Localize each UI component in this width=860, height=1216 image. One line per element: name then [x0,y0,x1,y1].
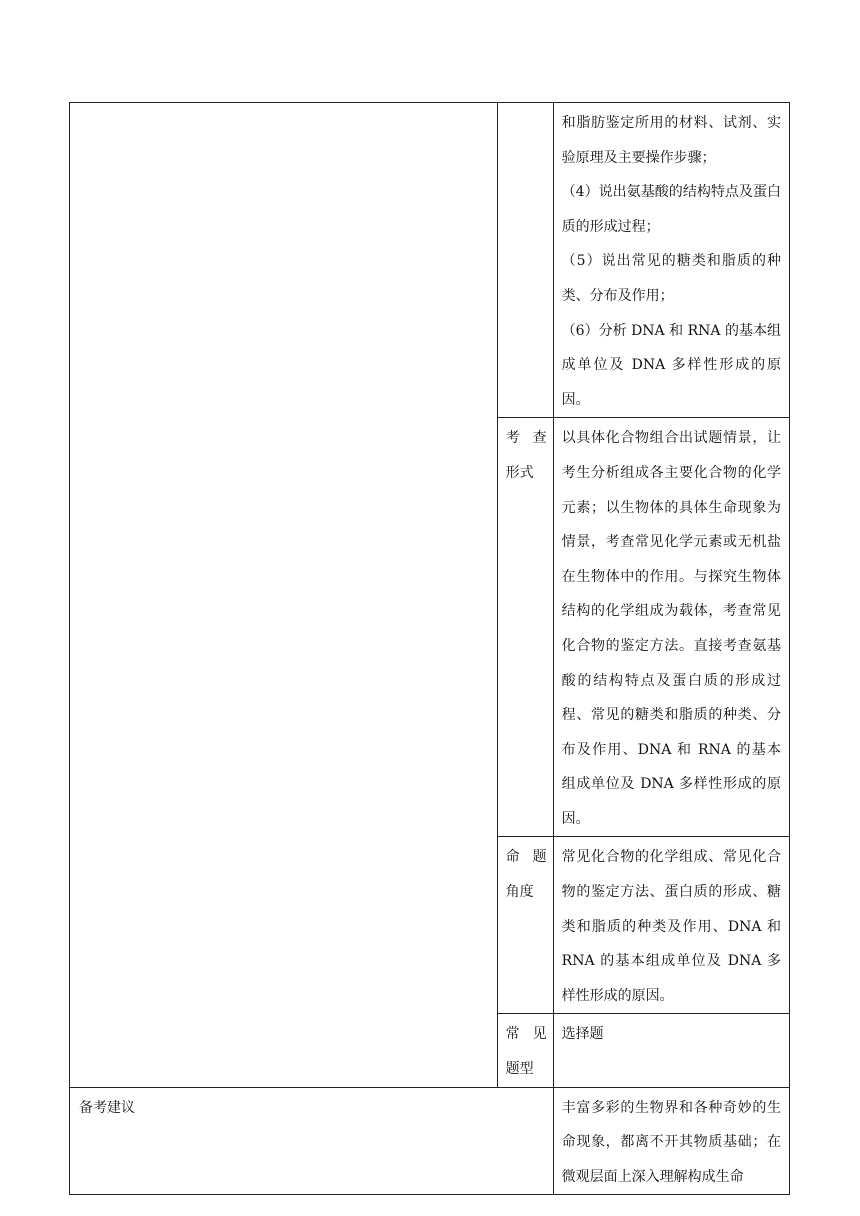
label-cell [497,418,553,837]
label-cell [497,837,553,1014]
content-text: 常见化合物的化学组成、常见化合物的鉴定方法、蛋白质的形成、糖类和脂质的种类及作用、DNA 和 RNA 的基本组成单位及 DNA 多样性形成的原因。 [561,849,781,1004]
requirement-line: （6）分析 DNA 和 RNA 的基本组成单位及 DNA 多样性形成的原因。 [561,322,781,408]
requirement-cell [553,103,789,418]
beikao-content-cell [553,1087,789,1195]
content-text: 以具体化合物组合出试题情景，让考生分析组成各主要化合物的化学元素；以生物体的具体生命现象为情景，考查常见化学元素或无机盐在生物体中的作用。与探究生物体结构的化学组成为载体，考查常见化合物的鉴定方法。直接考查氨基酸的结构特点及蛋白质的形成过程、常见的糖类和脂质的种类、分布及作用、DNA 和 RNA 的基本组成单位及 DNA 多样性形成的原因。 [561,430,781,827]
label-char: 题 [532,849,547,866]
content-text: 选择题 [561,1026,604,1043]
requirement-line: （4）说出氨基酸的结构特点及蛋白质的形成过程； [561,184,781,235]
requirement-line: 和脂肪鉴定所用的材料、试剂、实验原理及主要操作步骤； [561,115,781,166]
label-line: 角度 [505,884,534,901]
beikao-label-cell [70,1087,554,1195]
content-cell [553,1014,789,1087]
label-char: 查 [532,430,547,447]
label-cell-empty [497,103,553,418]
label-cell [497,1014,553,1087]
label-line: 形式 [505,464,534,481]
label-char: 见 [532,1026,547,1043]
beikao-content: 丰富多彩的生物界和各种奇妙的生命现象，都离不开其物质基础；在微观层面上深入理解构成生命 [561,1099,781,1185]
content-cell [553,837,789,1014]
label-char: 考 [505,430,520,447]
left-empty-cell [70,103,498,1088]
table-row [70,103,790,418]
beikao-label: 备考建议 [79,1099,135,1116]
label-line: 题型 [505,1061,534,1078]
table-row [70,1087,790,1195]
content-cell [553,418,789,837]
label-char: 常 [505,1026,520,1043]
exam-analysis-table [69,102,790,1195]
requirement-line: （5）说出常见的糖类和脂质的种类、分布及作用； [561,253,781,304]
label-char: 命 [505,849,520,866]
